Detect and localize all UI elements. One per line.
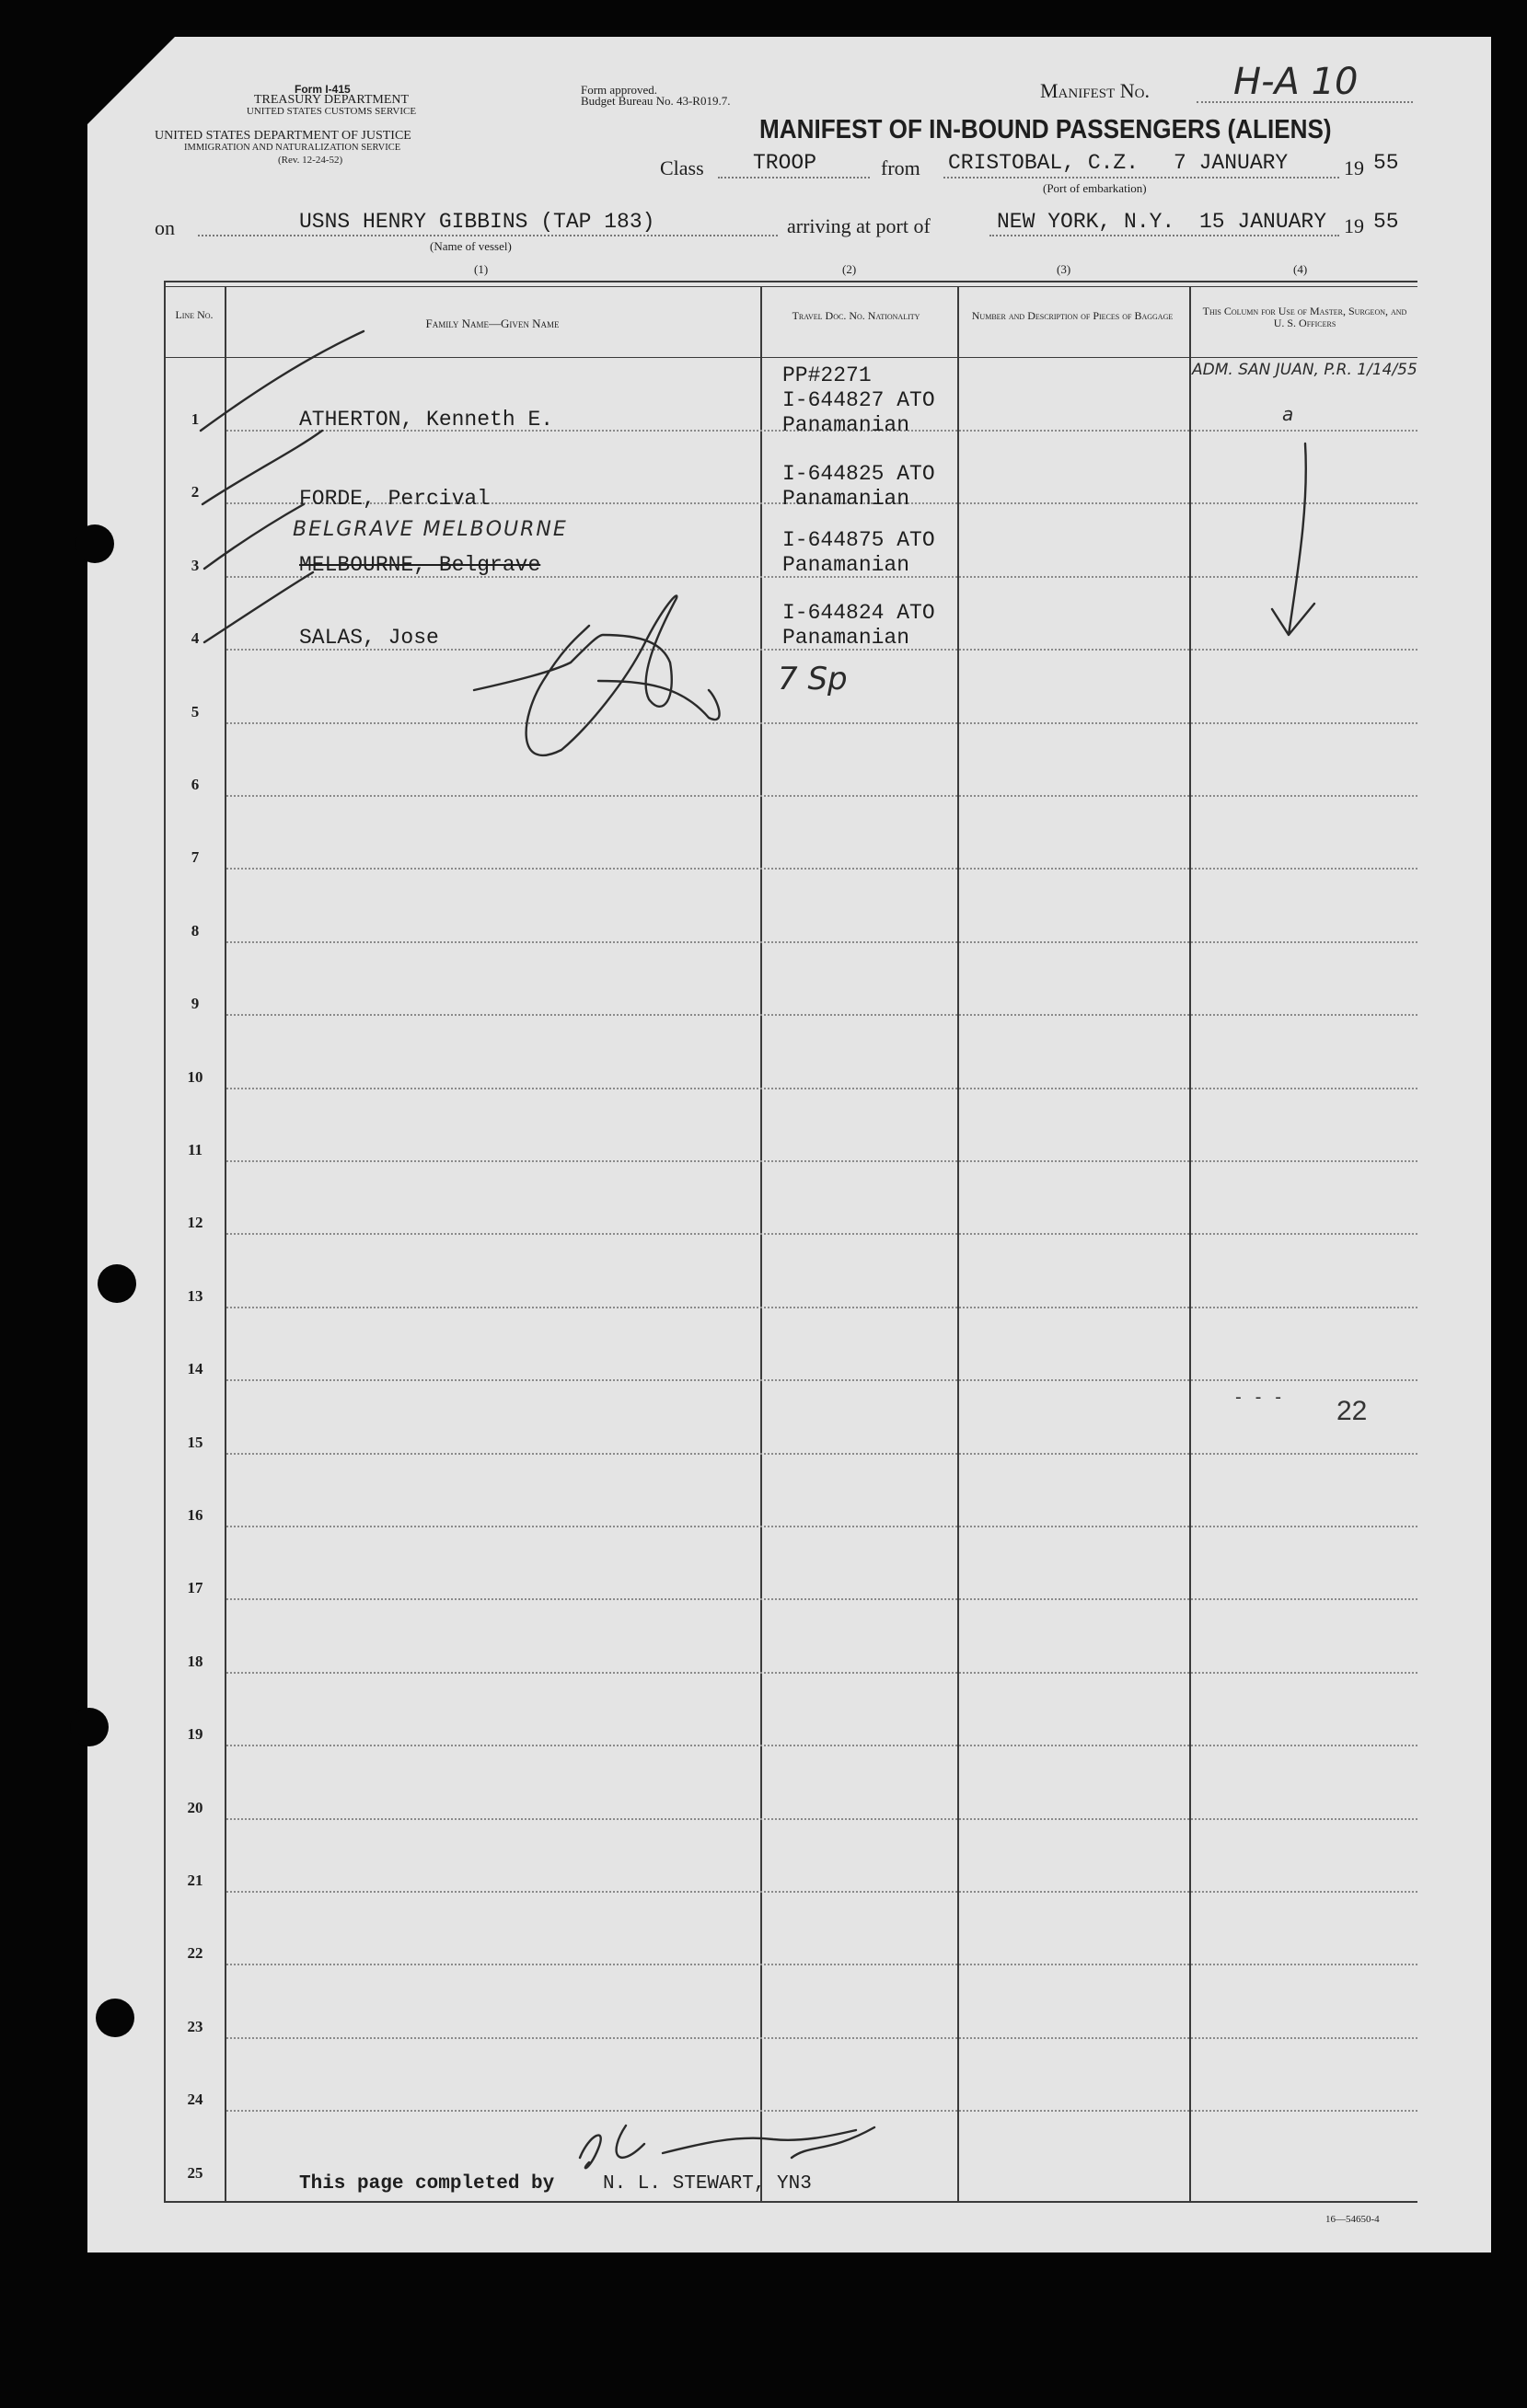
arrival-year-prefix: 19	[1344, 214, 1364, 237]
travel-doc-line: I-644875 ATO	[782, 528, 935, 552]
line-number: 1	[191, 410, 200, 428]
manifest-number: H-A 10	[1233, 61, 1359, 103]
travel-doc-line: PP#2271	[782, 363, 872, 387]
nationality: Panamanian	[782, 626, 910, 650]
arrow-stroke	[1272, 444, 1314, 635]
line-number: 25	[187, 2164, 203, 2182]
vessel-note: (Name of vessel)	[430, 239, 512, 253]
completed-by-label: This page completed by	[299, 2173, 555, 2195]
vessel-name: USNS HENRY GIBBINS (TAP 183)	[299, 210, 655, 234]
port-embarkation-note: (Port of embarkation)	[1043, 181, 1147, 195]
column-number-2: (2)	[842, 262, 857, 276]
passenger-name: FORDE, Percival	[299, 487, 491, 511]
line-number: 11	[187, 1141, 203, 1158]
line-number: 12	[187, 1214, 203, 1231]
stamp-number: 22	[1336, 1396, 1368, 1426]
officer-note: ADM. SAN JUAN, P.R. 1/14/55	[1192, 361, 1417, 379]
embarkation-year-prefix: 19	[1344, 156, 1364, 179]
immigration-service: IMMIGRATION AND NATURALIZATION SERVICE	[184, 143, 401, 153]
line-number: 21	[187, 1872, 203, 1889]
passenger-name: MELBOURNE, Belgrave	[299, 553, 541, 577]
signature-stroke	[580, 2126, 874, 2168]
officer-mark: a	[1282, 403, 1294, 425]
passenger-name: ATHERTON, Kenneth E.	[299, 408, 554, 432]
header-baggage: Number and Description of Pieces of Baggage	[971, 309, 1174, 322]
arrival-year: 55	[1373, 210, 1399, 234]
line-number: 23	[187, 2018, 203, 2035]
line-number: 9	[191, 995, 200, 1012]
travel-doc-line: I-644827 ATO	[782, 388, 935, 412]
header-line-no: Line No.	[175, 308, 214, 321]
manifest-title: MANIFEST OF IN-BOUND PASSENGERS (ALIENS)	[759, 115, 1332, 144]
line-number: 19	[187, 1725, 203, 1743]
stamp-dots: - - -	[1233, 1389, 1284, 1408]
header-travel-doc: Travel Doc. No. Nationality	[792, 309, 920, 322]
line-number: 18	[187, 1653, 203, 1670]
column-number-3: (3)	[1057, 262, 1071, 276]
class-value: TROOP	[753, 151, 817, 175]
line-number: 24	[187, 2091, 203, 2108]
justice-department: UNITED STATES DEPARTMENT OF JUSTICE	[155, 129, 411, 143]
passenger-name: SALAS, Jose	[299, 626, 439, 650]
line-number: 4	[191, 629, 200, 647]
check-stroke	[204, 572, 313, 642]
check-stroke	[201, 331, 364, 431]
line-number: 16	[187, 1506, 203, 1524]
line-number: 7	[191, 848, 200, 866]
column-number-1: (1)	[474, 262, 489, 276]
embarkation-year: 55	[1373, 151, 1399, 175]
nationality: Panamanian	[782, 553, 910, 577]
customs-service: UNITED STATES CUSTOMS SERVICE	[246, 106, 417, 117]
budget-bureau: Budget Bureau No. 43-R019.7.	[581, 94, 731, 108]
line-number: 8	[191, 922, 200, 939]
form-code: 16—54650-4	[1325, 2214, 1380, 2225]
line-number: 15	[187, 1434, 203, 1451]
line-number: 17	[187, 1579, 203, 1596]
column-number-4: (4)	[1293, 262, 1308, 276]
on-label: on	[155, 216, 175, 239]
line-number: 2	[191, 483, 200, 501]
line-number: 3	[191, 557, 200, 574]
completed-by-name: N. L. STEWART, YN3	[603, 2173, 812, 2195]
travel-doc-line: I-644825 ATO	[782, 462, 935, 486]
line-number: 6	[191, 776, 200, 793]
doc-note: 7 Sp	[778, 661, 848, 697]
embarkation-date: 7 JANUARY	[1174, 151, 1289, 175]
form-approved: Form approved.	[581, 83, 658, 97]
header-officers: This Column for Use of Master, Surgeon, and U. S. Officers	[1202, 305, 1407, 329]
signature-stroke	[474, 595, 720, 755]
line-number: 22	[187, 1944, 203, 1962]
nationality: Panamanian	[782, 413, 910, 437]
nationality: Panamanian	[782, 487, 910, 511]
check-stroke	[202, 431, 322, 504]
line-number: 14	[187, 1360, 203, 1377]
check-stroke	[204, 504, 304, 569]
arriving-label: arriving at port of	[787, 214, 931, 237]
from-label: from	[881, 156, 920, 179]
name-correction: BELGRAVE MELBOURNE	[293, 518, 568, 541]
line-number: 13	[187, 1287, 203, 1305]
arrival-port: NEW YORK, N.Y.	[997, 210, 1175, 234]
line-number: 5	[191, 703, 200, 720]
form-revision: (Rev. 12-24-52)	[278, 155, 343, 166]
header-family-name: Family Name—Given Name	[425, 317, 560, 330]
arrival-date: 15 JANUARY	[1199, 210, 1327, 234]
treasury-department: TREASURY DEPARTMENT	[253, 93, 410, 107]
line-number: 20	[187, 1799, 203, 1816]
form-number: Form I-415	[295, 83, 351, 96]
class-label: Class	[660, 156, 704, 179]
embarkation-port: CRISTOBAL, C.Z.	[948, 151, 1139, 175]
line-number: 10	[187, 1068, 203, 1086]
manifest-no-label: Manifest No.	[1040, 79, 1150, 102]
travel-doc-line: I-644824 ATO	[782, 601, 935, 625]
